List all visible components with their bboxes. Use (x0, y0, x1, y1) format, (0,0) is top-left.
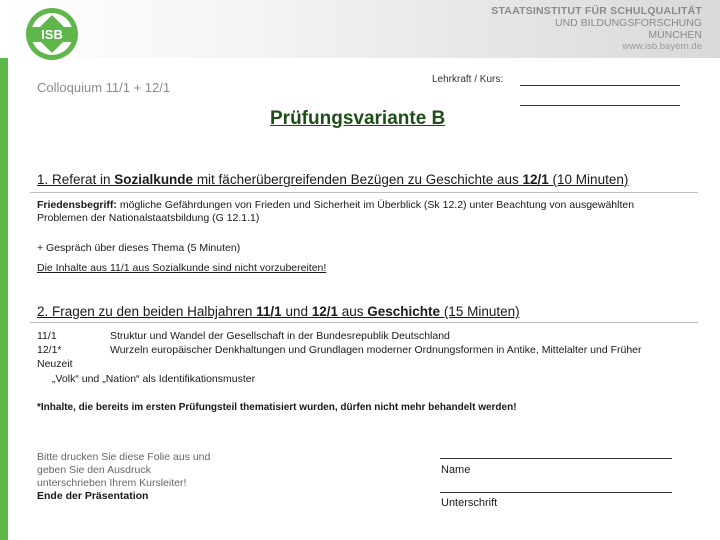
row-label: 12/1* (37, 344, 62, 356)
row-text: Wurzeln europäischer Denkhaltungen und Grundlagen moderner Ordnungsformen in Antike, Mittelalter und Früher (110, 344, 642, 356)
teacher-course-label: Lehrkraft / Kurs: (432, 74, 504, 85)
section1-topic: Friedensbegriff: mögliche Gefährdungen von Frieden und Sicherheit im Überblick (Sk 12.2) unter Beachtung von ausgewählten Problemen der Nationalstaatsbildung (G 12.1.1) (37, 199, 635, 224)
footnote: *Inhalte, die bereits im ersten Prüfungsteil thematisiert wurden, dürfen nicht mehr behandelt werden! (37, 402, 517, 413)
institute-line1: STAATSINSTITUT FÜR SCHULQUALITÄT (491, 5, 702, 17)
institute-line2: UND BILDUNGSFORSCHUNG (554, 17, 702, 29)
section2-divider (30, 322, 698, 323)
print-note-line: Bitte drucken Sie diese Folie aus und (37, 451, 211, 463)
end-of-presentation: Ende der Präsentation (37, 490, 149, 502)
subtopic: „Volk“ und „Nation“ als Identifikationsmuster (52, 373, 256, 385)
print-note-line: geben Sie den Ausdruck (37, 464, 151, 476)
signature-label: Unterschrift (441, 497, 498, 509)
print-note-line: unterschrieben Ihrem Kursleiter! (37, 477, 187, 489)
teacher-course-line-1 (520, 85, 680, 86)
isb-logo (22, 6, 82, 62)
section2-heading: 2. Fragen zu den beiden Halbjahren 11/1 und 12/1 aus Geschichte (15 Minuten) (37, 304, 520, 319)
section1-heading: 1. Referat in Sozialkunde mit fächerübergreifenden Bezügen zu Geschichte aus 12/1 (10 Minuten) (37, 172, 629, 187)
teacher-course-line-2 (520, 105, 680, 106)
section1-not-prepare: Die Inhalte aus 11/1 aus Sozialkunde sind nicht vorzubereiten! (37, 262, 327, 274)
accent-bar (0, 58, 8, 540)
row-text: Struktur und Wandel der Gesellschaft in der Bundesrepublik Deutschland (110, 330, 450, 342)
institute-block (491, 5, 702, 53)
colloquium-label: Colloquium 11/1 + 12/1 (37, 80, 171, 95)
page-title: Prüfungsvariante B (270, 108, 446, 129)
row-label: Neuzeit (37, 358, 73, 370)
institute-url: www.isb.bayern.de (622, 41, 702, 52)
signature-line (440, 492, 672, 493)
name-line (440, 458, 672, 459)
institute-line3: MÜNCHEN (648, 29, 702, 41)
row-label: 11/1 (37, 330, 57, 342)
name-label: Name (441, 464, 471, 476)
section1-divider (30, 192, 698, 193)
print-note (37, 451, 210, 503)
logo-text: ISB (41, 27, 63, 42)
section1-conversation: + Gespräch über dieses Thema (5 Minuten) (37, 242, 241, 254)
